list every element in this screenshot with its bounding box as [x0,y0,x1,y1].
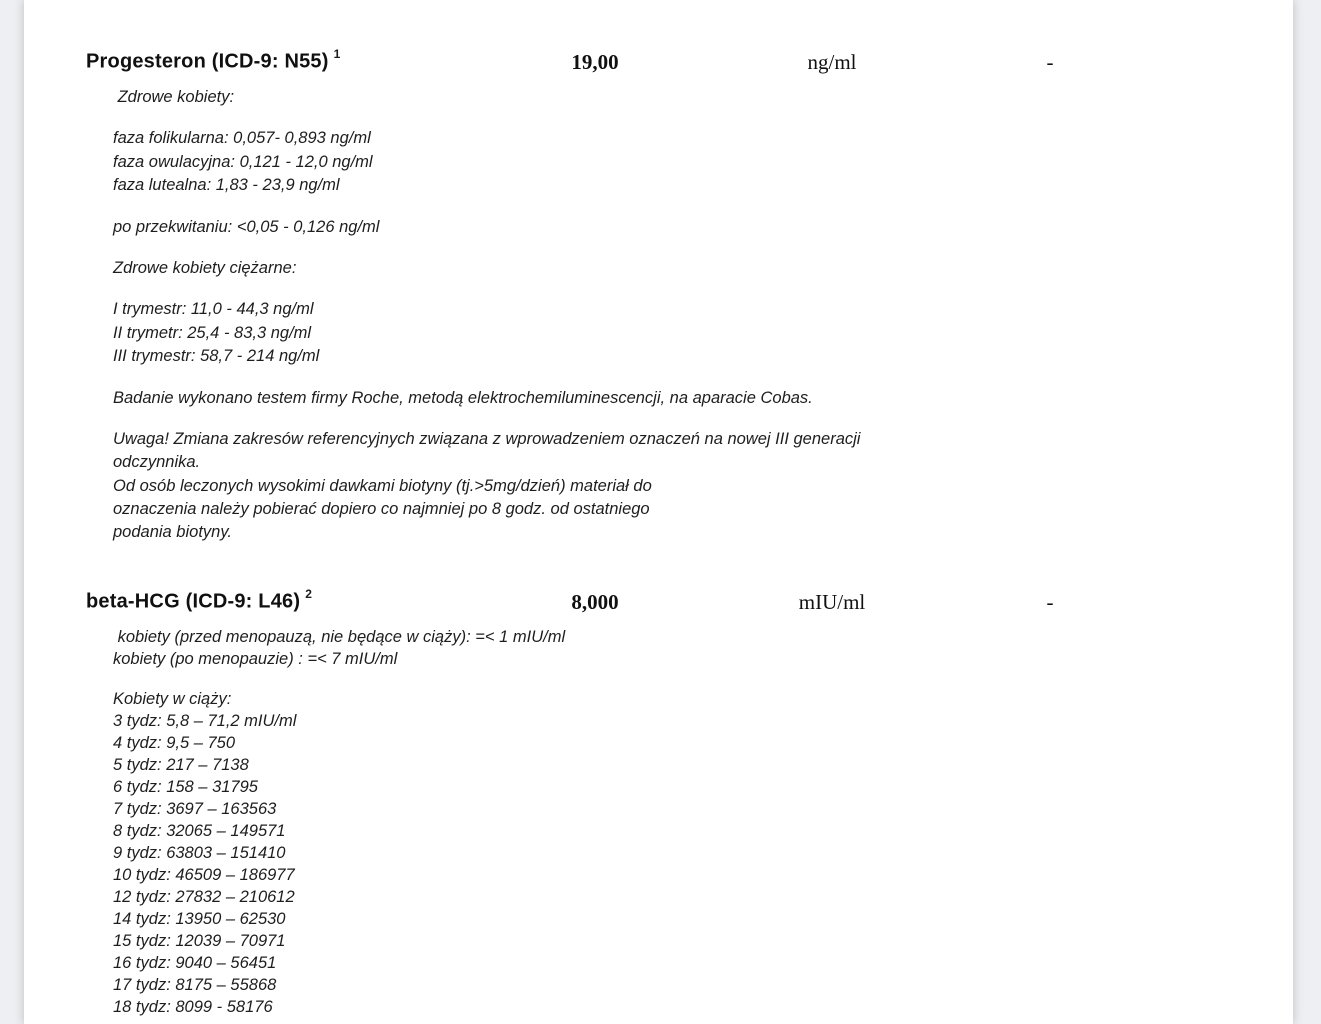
reference-line: 16 tydz: 9040 – 56451 [113,954,277,972]
reference-line [113,369,1283,387]
test-unit: mIU/ml [798,590,866,614]
test-section-progesteron [86,47,1283,545]
reference-line [113,198,1283,216]
reference-line: faza folikularna: 0,057- 0,893 ng/ml [113,129,371,148]
reference-line: 15 tydz: 12039 – 70971 [113,932,286,950]
reference-line: oznaczenia należy pobierać dopiero co najmniej po 8 godz. od ostatniego [113,500,650,519]
reference-line: Uwaga! Zmiana zakresów referencyjnych związana z wprowadzeniem oznaczeń na nowej III generacji [113,429,861,448]
reference-line [113,239,1283,257]
test-header [86,587,1283,616]
test-result-value: 8,000 [571,590,619,614]
reference-line: 9 tydz: 63803 – 151410 [113,844,286,862]
reference-line: 3 tydz: 5,8 – 71,2 mIU/ml [113,712,297,730]
test-unit: ng/ml [807,50,857,74]
reference-line: kobiety (przed menopauzą, nie będące w ciąży): =< 1 mIU/ml [113,628,566,646]
footnote-mark: 2 [305,587,312,601]
test-section-beta-hcg [86,587,1283,1018]
reference-line: 4 tydz: 9,5 – 750 [113,734,236,752]
reference-line: 10 tydz: 46509 – 186977 [113,866,295,884]
reference-line: 5 tydz: 217 – 7138 [113,756,249,774]
reference-line: Badanie wykonano testem firmy Roche, metodą elektrochemiluminescencji, na aparacie Cobas. [113,388,813,407]
test-flag: - [1046,590,1054,614]
reference-line: odczynnika. [113,453,201,472]
reference-line: Od osób leczonych wysokimi dawkami biotyny (tj.>5mg/dzień) materiał do [113,476,652,495]
test-result-value: 19,00 [571,50,619,74]
test-flag: - [1046,50,1054,74]
reference-line [113,410,1283,428]
reference-line: Kobiety w ciąży: [113,690,232,708]
reference-line: 7 tydz: 3697 – 163563 [113,800,277,818]
reference-line: faza lutealna: 1,83 - 23,9 ng/ml [113,176,340,195]
reference-line: po przekwitaniu: <0,05 - 0,126 ng/ml [113,217,380,236]
test-name: Progesteron (ICD-9: N55) [86,50,329,73]
reference-line: 12 tydz: 27832 – 210612 [113,888,295,906]
reference-line: Zdrowe kobiety ciężarne: [113,258,297,277]
lab-report-page [24,0,1293,1024]
reference-ranges [86,626,1283,1018]
reference-line: 18 tydz: 8099 - 58176 [113,998,273,1016]
reference-line: faza owulacyjna: 0,121 - 12,0 ng/ml [113,152,373,171]
reference-line [113,109,1283,127]
reference-line: II trymetr: 25,4 - 83,3 ng/ml [113,323,312,342]
reference-line: 6 tydz: 158 – 31795 [113,778,258,796]
reference-line: kobiety (po menopauzie) : =< 7 mIU/ml [113,650,398,668]
test-name: beta-HCG (ICD-9: L46) [86,590,301,613]
reference-line: 17 tydz: 8175 – 55868 [113,976,277,994]
reference-line: Zdrowe kobiety: [113,88,235,106]
footnote-mark: 1 [333,47,341,61]
test-header [86,47,1283,76]
reference-line: 8 tydz: 32065 – 149571 [113,822,286,840]
reference-line: podania biotyny. [113,523,232,542]
reference-line: 14 tydz: 13950 – 62530 [113,910,286,928]
reference-line: III trymestr: 58,7 - 214 ng/ml [113,347,320,366]
reference-ranges [86,86,1283,545]
reference-line: I trymestr: 11,0 - 44,3 ng/ml [113,300,314,319]
reference-line [113,280,1283,298]
reference-line [113,670,1283,688]
